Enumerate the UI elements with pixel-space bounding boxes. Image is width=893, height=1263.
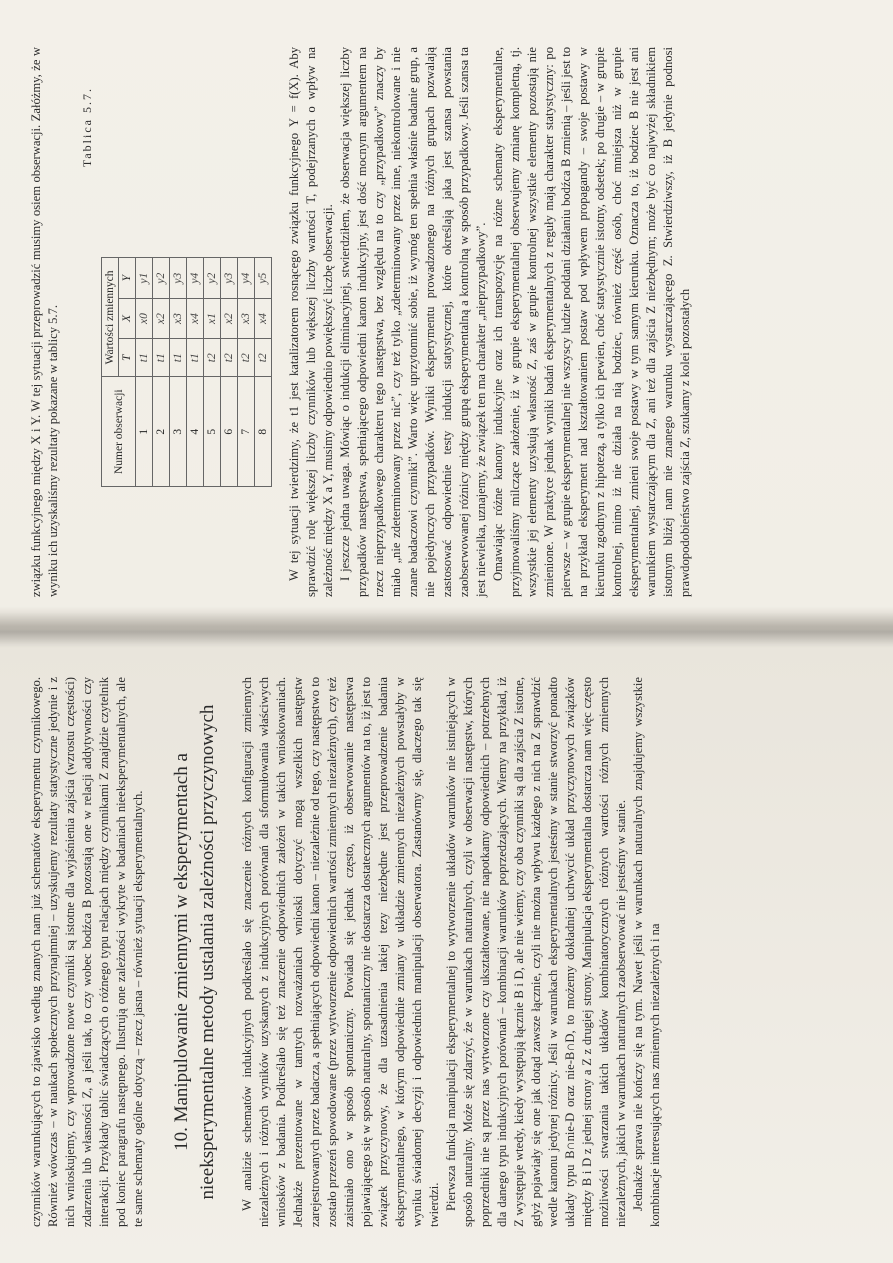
table-cell: y3 <box>170 258 187 298</box>
table-cell: t2 <box>221 339 238 377</box>
left-page-top-text: związku funkcyjnego między X i Y. W tej sytuacji przeprowadzić musimy osiem obserwacji. Załóżmy, że w wyniku ich uzyskaliśmy rezultaty pokazane w tablicy 5.7. <box>29 47 60 597</box>
table-cell: y1 <box>136 258 153 298</box>
table-row <box>136 258 153 487</box>
paragraph: W analizie schematów indukcyjnych podkreślało się znaczenie różnych konfiguracji zmiennych niezależnych i różnych wyników uzyskanych z indukcyjnych porównań dla sformułowania właściwych wniosków z badania. Podkreślało się też znaczenie odpowiednich założeń w takich wnioskowaniach. Jednakże prezentowane w tamtych rozważaniach wnioski dotyczyć mogą wszelkich następstw zarejestrowanych przez badacza, a spełniających odpowiedni kanon – niezależnie od tego, czy następstwo to zostało przezeń spowodowane (przez wytworzenie odpowiednich wartości zmiennych niezależnych), czy też zaistniało ono w sposób spontaniczny. Powiada się jednak często, iż obserwowanie następstwa pojawiającego się w sposób naturalny, spontaniczny nie dostarcza dostatecznych argumentów na to, iż jest to związek przyczynowy, że dla uzasadnienia takiej tezy niezbędne jest przeprowadzenie badania eksperymentalnego, w którym odpowiednie zmiany w układzie zmiennych niezależnych powstałyby w wyniku świadomej decyzji i odpowiednich manipulacji obserwatora. Zastanówmy się, dlaczego tak się twierdzi. <box>240 677 441 1227</box>
table-row <box>187 258 204 487</box>
table-row <box>255 258 272 487</box>
paragraph: Jednakże sprawa nie kończy się na tym. Nawet jeśli w warunkach naturalnych znajdujemy wszystkie kombinacje interesujących nas zmiennych niezależnych i na <box>631 677 662 1227</box>
table-row <box>221 258 238 487</box>
table-header-t: T <box>119 339 136 377</box>
table-cell: y4 <box>187 258 204 298</box>
table-cell: y2 <box>153 258 170 298</box>
table-cell: t2 <box>238 339 255 377</box>
table-cell: y5 <box>255 258 272 298</box>
table-header-x: X <box>119 298 136 338</box>
table-cell: x1 <box>204 298 221 338</box>
table-cell: t1 <box>136 339 153 377</box>
table-cell: 3 <box>170 377 187 487</box>
table-cell: 7 <box>238 377 255 487</box>
table-cell: x2 <box>153 298 170 338</box>
left-page <box>0 13 893 633</box>
table-cell: x0 <box>136 298 153 338</box>
right-page-top-text: czynników warunkujących to zjawisko według znanych nam już schematów eksperymentu czynnikowego. Również wówczas – w naukach społecznych przynajmniej – uzyskujemy rezultaty statystyczne jedynie i z nich wnioskujemy, czy wprowadzone nowe czynniki są istotne dla wyjaśnienia zajścia (wzrostu częstości) zdarzenia lub własności Z, a jeśli tak, to czy wobec bodźca B pozostają one w relacji addytywności czy interakcji. Przykłady tablic świadczących o różnego typu relacjach między czynnikami Z znajdzie czytelnik pod koniec paragrafu następnego. Ilustrują one zależności wykryte w badaniach nieeksperymentalnych, ale te same schematy ogólne dotyczą – rzecz jasna – również sytuacji eksperymentalnych. <box>29 677 145 1227</box>
table-cell: y2 <box>204 258 221 298</box>
table-cell: t2 <box>204 339 221 377</box>
table-row <box>238 258 255 487</box>
table-cell: y4 <box>238 258 255 298</box>
table-cell: 6 <box>221 377 238 487</box>
table-cell: x3 <box>238 298 255 338</box>
table-cell: t1 <box>170 339 187 377</box>
table-cell: 8 <box>255 377 272 487</box>
chapter-title: 10. Manipulowanie zmiennymi w eksperymentach a nieeksperymentalne metody ustalania zależności przyczynowych <box>171 704 218 1200</box>
table-header-y: Y <box>119 258 136 298</box>
table-cell: 2 <box>153 377 170 487</box>
table-cell: t1 <box>187 339 204 377</box>
table-header-number: Numer obserwacji <box>102 377 136 487</box>
table-cell: 1 <box>136 377 153 487</box>
table-cell: x4 <box>187 298 204 338</box>
table-cell: t2 <box>255 339 272 377</box>
table-row <box>204 258 221 487</box>
table-row <box>153 258 170 487</box>
table-header-group: Wartości zmiennych <box>102 258 119 377</box>
paragraph: I jeszcze jedna uwaga. Mówiąc o indukcji eliminacyjnej, stwierdziłem, że obserwacja większej liczby przypadków następstwa, spełniającego odpowiedni kanon indukcyjny, jest dość mocnym argumentem na rzecz nieprzypadkowego charakteru tego następstwa, bez względu na to czy „przypadkowy” znaczy by miało „nie zdeterminowany przez nic”, czy też tylko „zdeterminowany przez inne, niekontrolowane i nie znane badaczowi czynniki”. Warto więc uprzytomnić sobie, iż wymóg ten spełnia właśnie badanie grup, a nie pojedynczych przypadków. Wyniki eksperymentu prowadzonego na różnych grupach pozwalają zastosować odpowiednie testy indukcji statystycznej, które określają jaka jest szansa powstania zaobserwowanej różnicy między grupą eksperymentalną a kontrolną w sposób przypadkowy. Jeśli szansa ta jest niewielka, uznajemy, że związek ten ma charakter „nieprzypadkowy”. <box>338 47 488 597</box>
paragraph: Omawiając różne kanony indukcyjne oraz ich transpozycję na różne schematy eksperymentalne, przyjmowaliśmy milczące założenie, iż w grupie eksperymentalnej obserwujemy zmianę kompletną, tj. wszystkie jej elementy uzyskują własność Z, zaś w grupie kontrolnej wszystkie elementy pozostają nie zmienione. W praktyce jednak wyniki badań eksperymentalnych z reguły mają charakter statystyczny: po pierwsze – w grupie eksperymentalnej nie wszyscy ludzie poddani działaniu bodźca B zmienią – jeśli jest to na przykład eksperyment nad kształtowaniem postaw pod wpływem propagandy – swoje postawy w kierunku zgodnym z hipotezą, a tylko ich pewien, choć statystycznie istotny, odsetek; po drugie – w grupie kontrolnej, mimo iż nie działa na nią bodziec, również część osób, choć mniejsza niż w grupie eksperymentalnej, zmieni swoje postawy w tym samym kierunku. Oznacza to, iż bodziec B nie jest ani warunkiem wystarczającym dla Z, ani też dla zajścia Z niezbędnym; może być co najwyżej składnikiem istotnym bliżej nam nie znanego warunku wystarczającego Z. Stwierdziwszy, iż B jedynie podnosi prawdopodobieństwo zajścia Z, szukamy z kolei pozostałych <box>491 47 692 597</box>
table-cell: 5 <box>204 377 221 487</box>
table-cell: x3 <box>170 298 187 338</box>
table-row <box>170 258 187 487</box>
variables-table <box>101 257 272 487</box>
table-caption: Tablica 5.7. <box>80 87 94 168</box>
right-page <box>0 643 893 1263</box>
paragraph: W tej sytuacji twierdzimy, że t1 jest katalizatorem rosnącego związku funkcyjnego Y = f(X). Aby sprawdzić rolę większej liczby czynników lub większej liczby wartości T, podejrzanych o wpływ na zależność między X a Y, musimy odpowiednio powiększyć liczbę obserwacji. <box>287 47 335 597</box>
table-cell: 4 <box>187 377 204 487</box>
table-cell: x4 <box>255 298 272 338</box>
table-cell: y3 <box>221 258 238 298</box>
table-cell: t1 <box>153 339 170 377</box>
paragraph: Pierwsza funkcja manipulacji eksperymentalnej to wytworzenie układów warunków nie istniejących w sposób naturalny. Może się zdarzyć, że w warunkach naturalnych, czyli w obserwacji następstw, których poprzedniki nie są przez nas wytworzone czy ukształtowane, nie napotkamy odpowiednich – potrzebnych dla danego typu indukcyjnych porównań – kombinacji warunków poprzedzających. Wiemy na przykład, iż Z występuje wtedy, kiedy występują łącznie B i D, ale nie wiemy, czy oba czynniki są dla zajścia Z istotne, gdyż pojawiały się one jak dotąd zawsze łącznie, czyli nie można wpływu każdego z nich na Z sprawdzić wedle kanonu jedynej różnicy. Jeśli w warunkach eksperymentalnych jesteśmy w stanie stworzyć ponadto układy typu B∩nie-D oraz nie-B∩D, to możemy dokładniej uchwycić układ przyczynowych związków między B i D z jednej strony a Z z drugiej strony. Manipulacja eksperymentalna dostarcza nam więc często możliwości stwarzania takich układów kombinatorycznych różnych wartości różnych zmiennych niezależnych, jakich w warunkach naturalnych zaobserwować nie jesteśmy w stanie. <box>444 677 628 1227</box>
table-cell: x2 <box>221 298 238 338</box>
